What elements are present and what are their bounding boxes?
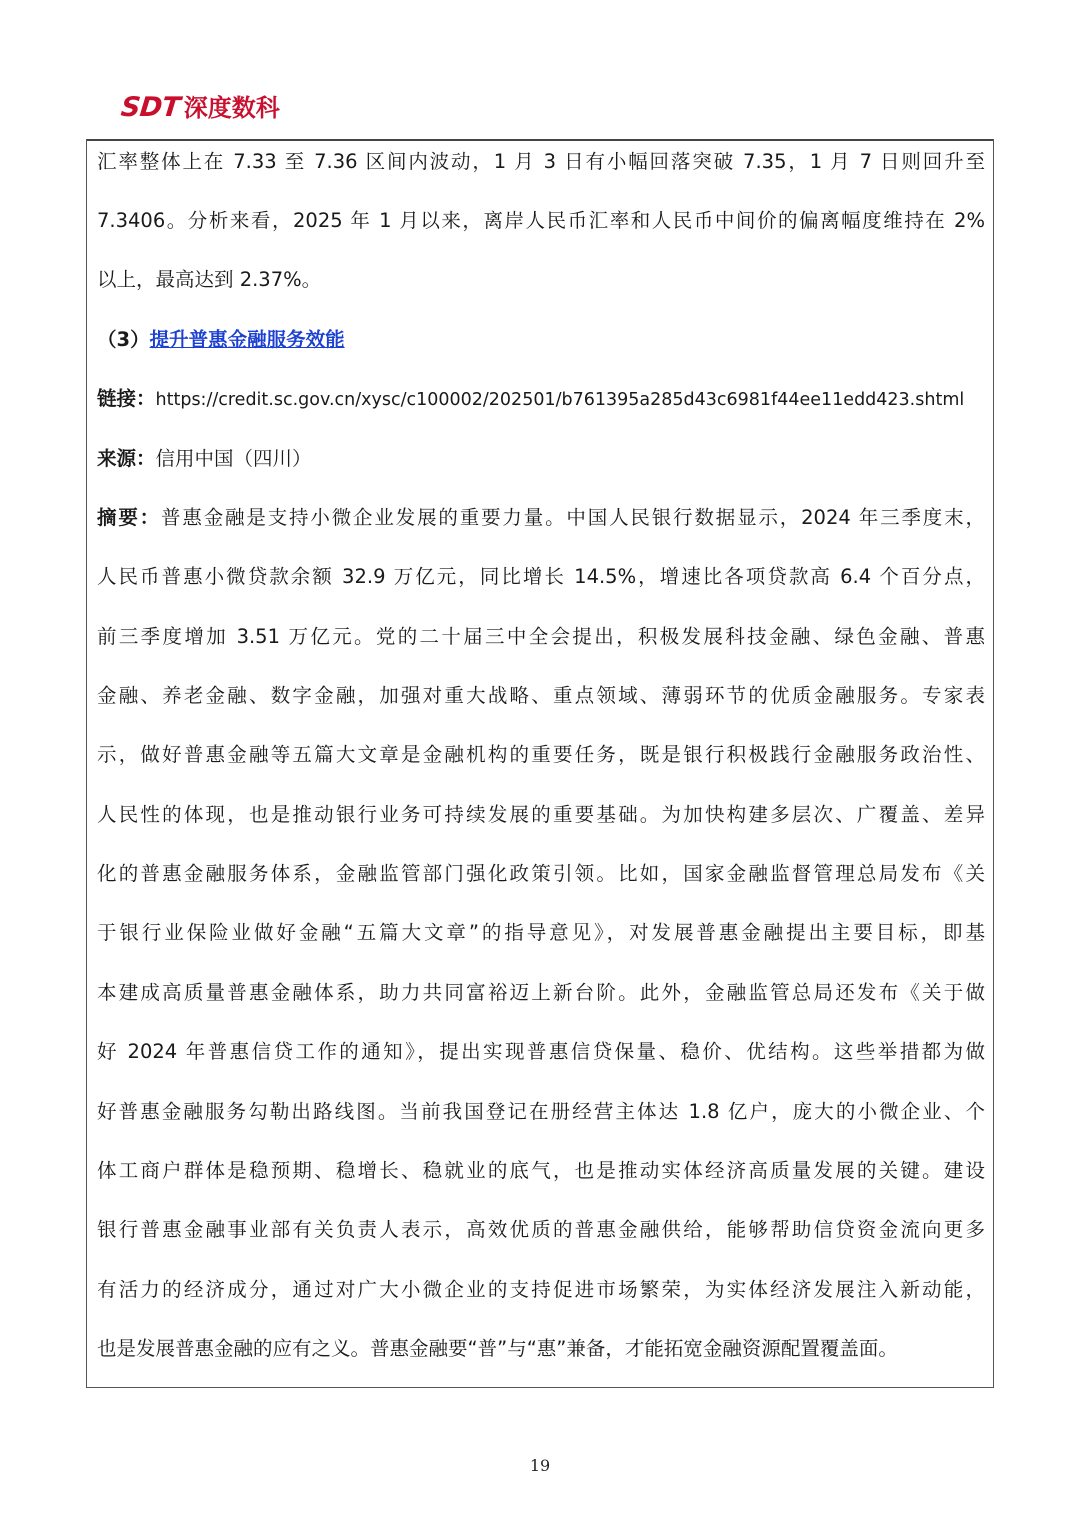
paragraph-line: 于银行业保险业做好金融“五篇大文章”的指导意见》，对发展普惠金融提出主要目标，即基 bbox=[97, 921, 985, 944]
section-heading bbox=[97, 322, 985, 358]
paragraph-line: 化的普惠金融服务体系，金融监管部门强化政策引领。比如，国家金融监督管理总局发布《关 bbox=[97, 862, 985, 885]
paragraph-line: 也是发展普惠金融的应有之义。普惠金融要“普”与“惠”兼备，才能拓宽金融资源配置覆盖面。 bbox=[97, 1337, 898, 1360]
section-title-link[interactable]: 提升普惠金融服务效能 bbox=[149, 328, 345, 351]
paragraph-line: 汇率整体上在 7.33 至 7.36 区间内波动，1 月 3 日有小幅回落突破 7.35，1 月 7 日则回升至 bbox=[97, 150, 985, 173]
paragraph-line: 体工商户群体是稳预期、稳增长、稳就业的底气，也是推动实体经济高质量发展的关键。建设 bbox=[97, 1159, 985, 1182]
paragraph-line: 人民币普惠小微贷款余额 32.9 万亿元，同比增长 14.5%，增速比各项贷款高 6.4 个百分点， bbox=[97, 565, 985, 588]
sdt-logo bbox=[121, 88, 280, 123]
paragraph-line: 前三季度增加 3.51 万亿元。党的二十届三中全会提出，积极发展科技金融、绿色金融、普惠 bbox=[97, 625, 985, 648]
paragraph-line: 7.3406。分析来看，2025 年 1 月以来，离岸人民币汇率和人民币中间价的偏离幅度维持在 2% bbox=[97, 209, 985, 232]
summary-text: 普惠金融是支持小微企业发展的重要力量。中国人民银行数据显示，2024 年三季度末， bbox=[161, 506, 985, 529]
paragraph-line: 金融、养老金融、数字金融，加强对重大战略、重点领域、薄弱环节的优质金融服务。专家表 bbox=[97, 684, 985, 707]
source-value: 信用中国（四川） bbox=[155, 447, 312, 470]
paragraph-line: 示，做好普惠金融等五篇大文章是金融机构的重要任务，既是银行积极践行金融服务政治性、 bbox=[97, 743, 985, 766]
logo-mark: SDT bbox=[119, 92, 182, 123]
source-label: 来源： bbox=[97, 447, 156, 470]
paragraph-line: 人民性的体现，也是推动银行业务可持续发展的重要基础。为加快构建多层次、广覆盖、差异 bbox=[97, 803, 985, 826]
link-label: 链接： bbox=[97, 387, 156, 410]
logo-text: 深度数科 bbox=[183, 94, 280, 122]
paragraph-line: 以上，最高达到 2.37%。 bbox=[97, 268, 322, 291]
summary-row bbox=[97, 500, 985, 536]
link-row bbox=[97, 381, 985, 417]
paragraph-line: 本建成高质量普惠金融体系，助力共同富裕迈上新台阶。此外，金融监管总局还发布《关于做 bbox=[97, 981, 985, 1004]
paragraph-line: 好 2024 年普惠信贷工作的通知》，提出实现普惠信贷保量、稳价、优结构。这些举措都为做 bbox=[97, 1040, 985, 1063]
section-number: （3） bbox=[97, 328, 150, 351]
paragraph-line: 有活力的经济成分，通过对广大小微企业的支持促进市场繁荣，为实体经济发展注入新动能， bbox=[97, 1278, 985, 1301]
paragraph-line: 好普惠金融服务勾勒出路线图。当前我国登记在册经营主体达 1.8 亿户，庞大的小微企业、个 bbox=[97, 1100, 985, 1123]
source-row bbox=[97, 441, 985, 477]
paragraph-line: 银行普惠金融事业部有关负责人表示，高效优质的普惠金融供给，能够帮助信贷资金流向更多 bbox=[97, 1218, 985, 1241]
summary-label: 摘要： bbox=[97, 506, 162, 529]
page-number: 19 bbox=[529, 1456, 551, 1475]
link-url[interactable]: https://credit.sc.gov.cn/xysc/c100002/202501/b761395a285d43c6981f44ee11edd423.shtml bbox=[155, 390, 965, 410]
